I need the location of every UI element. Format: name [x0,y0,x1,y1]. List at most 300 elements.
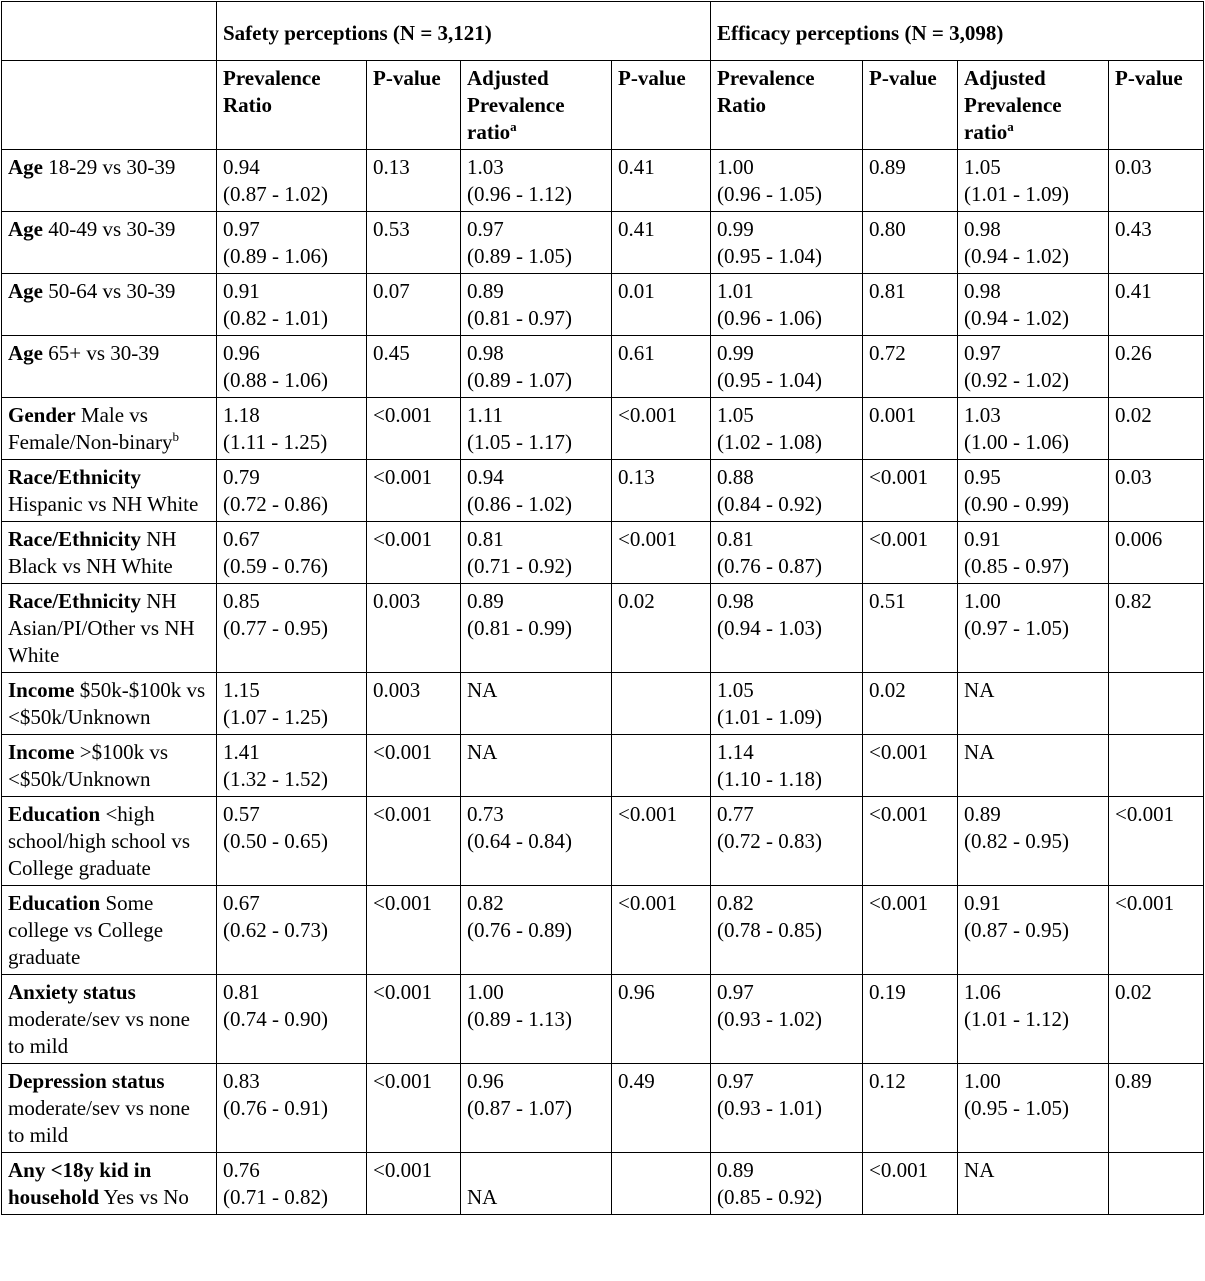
efficacy-pr-cell [711,584,863,673]
safety-pvalue-cell-value: <0.001 [373,527,433,551]
safety-apr-cell-value: 0.89 (0.81 - 0.97) [467,279,572,330]
safety-pvalue-header: P-value [367,61,461,150]
safety-apr-cell [461,522,612,584]
efficacy-apr-cell-value: NA [964,1158,995,1182]
safety-adj-pvalue-cell [612,460,711,522]
safety-apr-cell [461,150,612,212]
table-row [2,886,1204,975]
safety-apr-cell [461,212,612,274]
efficacy-pr-cell-value: 1.01 (0.96 - 1.06) [717,279,823,330]
efficacy-adj-pvalue-header: P-value [1109,61,1204,150]
efficacy-apr-cell [958,1064,1109,1153]
efficacy-apr-cell [958,522,1109,584]
safety-pr-cell [217,1064,367,1153]
safety-pr-cell-value: 1.41 (1.32 - 1.52) [223,740,328,791]
safety-adj-pvalue-cell-value: 0.96 [618,980,655,1004]
efficacy-pvalue-cell [863,150,958,212]
safety-adj-pvalue-cell [612,150,711,212]
efficacy-adj-pvalue-cell [1109,150,1204,212]
efficacy-pvalue-cell [863,336,958,398]
efficacy-pvalue-cell [863,735,958,797]
table-row [2,1153,1204,1215]
safety-adj-pvalue-cell-value: 0.41 [618,155,655,179]
safety-pvalue-cell-value: 0.003 [373,678,421,702]
safety-apr-cell-value: 1.11 (1.05 - 1.17) [467,403,572,454]
safety-pvalue-cell-value: 0.07 [373,279,410,303]
efficacy-adj-pvalue-cell [1109,1153,1204,1215]
safety-pr-cell [217,150,367,212]
efficacy-apr-cell-value: NA [964,740,995,764]
efficacy-adj-pvalue-cell-value: 0.89 [1115,1069,1152,1093]
safety-apr-cell [461,797,612,886]
efficacy-pvalue-cell-value: 0.81 [869,279,906,303]
table-row [2,673,1204,735]
efficacy-adj-pvalue-cell-value: <0.001 [1115,891,1175,915]
row-label-comparison: 65+ vs 30-39 [43,341,160,365]
safety-apr-cell-value: 0.73 (0.64 - 0.84) [467,802,572,853]
safety-apr-cell-value: NA [467,678,498,702]
safety-apr-cell [461,460,612,522]
efficacy-pvalue-cell-value: 0.51 [869,589,906,613]
efficacy-pvalue-cell [863,212,958,274]
table-row [2,150,1204,212]
row-label-comparison: 50-64 vs 30-39 [43,279,176,303]
efficacy-pr-cell-value: 0.98 (0.94 - 1.03) [717,589,823,640]
safety-pr-cell-value: 0.97 (0.89 - 1.06) [223,217,328,268]
efficacy-pvalue-cell-value: 0.72 [869,341,906,365]
safety-pr-cell [217,584,367,673]
efficacy-apr-cell [958,274,1109,336]
safety-adj-pvalue-cell [612,212,711,274]
row-label-variable: Income [8,740,75,764]
efficacy-apr-cell-value: NA [964,678,995,702]
safety-adj-pvalue-cell [612,584,711,673]
row-label-comparison: <high school/high school vs College graduate [8,802,190,880]
efficacy-pr-cell-value: 0.97 (0.93 - 1.01) [717,1069,823,1120]
safety-adj-pvalue-cell [612,1064,711,1153]
efficacy-adj-pvalue-cell-value: <0.001 [1115,802,1175,826]
safety-apr-cell-value: 1.00 (0.89 - 1.13) [467,980,572,1031]
efficacy-pr-cell-value: 0.97 (0.93 - 1.02) [717,980,823,1031]
safety-pr-cell-value: 0.83 (0.76 - 0.91) [223,1069,328,1120]
efficacy-pvalue-header: P-value [863,61,958,150]
efficacy-apr-cell-value: 1.05 (1.01 - 1.09) [964,155,1070,206]
safety-pr-cell [217,212,367,274]
safety-pvalue-cell [367,735,461,797]
efficacy-adj-pvalue-cell-value: 0.82 [1115,589,1152,613]
efficacy-apr-cell [958,336,1109,398]
row-label-header [2,61,217,150]
table-row [2,797,1204,886]
safety-pr-cell [217,1153,367,1215]
safety-adj-pvalue-cell-value: <0.001 [618,527,678,551]
row-label [2,460,217,522]
row-label-comparison: Some college vs College graduate [8,891,164,969]
efficacy-apr-cell [958,673,1109,735]
efficacy-pvalue-cell-value: <0.001 [869,527,929,551]
efficacy-adj-pvalue-cell [1109,522,1204,584]
safety-pr-cell [217,673,367,735]
efficacy-pr-cell [711,522,863,584]
table-body [2,150,1204,1215]
apr-footnote-marker: a [1007,119,1014,134]
efficacy-pvalue-cell-value: 0.02 [869,678,906,702]
safety-pvalue-cell-value: <0.001 [373,980,433,1004]
row-label [2,212,217,274]
safety-pvalue-cell-value: 0.003 [373,589,421,613]
safety-pvalue-cell [367,336,461,398]
efficacy-pr-header: Prevalence Ratio [711,61,863,150]
safety-adj-pvalue-header: P-value [612,61,711,150]
efficacy-adj-pvalue-cell [1109,886,1204,975]
efficacy-pvalue-cell [863,398,958,460]
safety-pr-cell [217,886,367,975]
safety-apr-cell-value: 0.82 (0.76 - 0.89) [467,891,572,942]
efficacy-apr-cell-value: 0.98 (0.94 - 1.02) [964,279,1070,330]
row-label-comparison: NH Black vs NH White [8,527,177,578]
efficacy-apr-cell [958,886,1109,975]
row-label-variable: Race/Ethnicity [8,527,141,551]
efficacy-apr-cell-value: 0.95 (0.90 - 0.99) [964,465,1070,516]
efficacy-apr-header [958,61,1109,150]
efficacy-apr-cell-value: 0.97 (0.92 - 1.02) [964,341,1070,392]
safety-pr-cell [217,460,367,522]
efficacy-pvalue-cell-value: <0.001 [869,802,929,826]
safety-apr-cell [461,673,612,735]
row-label-variable: Any <18y kid in household [8,1158,152,1209]
efficacy-pr-cell [711,797,863,886]
safety-pvalue-cell [367,150,461,212]
efficacy-pr-cell [711,735,863,797]
safety-pvalue-cell [367,522,461,584]
safety-adj-pvalue-cell [612,735,711,797]
safety-adj-pvalue-cell-value: <0.001 [618,802,678,826]
safety-pr-cell-value: 0.67 (0.62 - 0.73) [223,891,328,942]
safety-pr-cell-value: 0.85 (0.77 - 0.95) [223,589,328,640]
efficacy-apr-cell [958,150,1109,212]
safety-pvalue-cell [367,1153,461,1215]
efficacy-pvalue-cell-value: 0.001 [869,403,917,427]
table-row [2,274,1204,336]
efficacy-adj-pvalue-cell-value: 0.41 [1115,279,1152,303]
safety-pr-cell [217,735,367,797]
safety-pvalue-cell-value: <0.001 [373,891,433,915]
efficacy-adj-pvalue-cell [1109,398,1204,460]
safety-pvalue-cell-value: <0.001 [373,740,433,764]
safety-pvalue-cell [367,584,461,673]
efficacy-apr-cell [958,460,1109,522]
efficacy-apr-cell-value: 1.00 (0.97 - 1.05) [964,589,1070,640]
efficacy-adj-pvalue-cell [1109,735,1204,797]
safety-pvalue-cell [367,1064,461,1153]
row-label [2,886,217,975]
table-row [2,398,1204,460]
efficacy-pr-cell-value: 1.05 (1.01 - 1.09) [717,678,823,729]
efficacy-pvalue-cell-value: 0.19 [869,980,906,1004]
efficacy-pvalue-cell-value: <0.001 [869,465,929,489]
safety-apr-cell-value: 0.94 (0.86 - 1.02) [467,465,572,516]
row-label-comparison: moderate/sev vs none to mild [8,1096,190,1147]
efficacy-adj-pvalue-cell-value: 0.03 [1115,465,1152,489]
efficacy-group-header: Efficacy perceptions (N = 3,098) [711,2,1204,61]
efficacy-pvalue-cell-value: <0.001 [869,740,929,764]
table-row [2,336,1204,398]
efficacy-pr-cell-value: 0.89 (0.85 - 0.92) [717,1158,823,1209]
efficacy-adj-pvalue-cell [1109,274,1204,336]
row-label-comparison: moderate/sev vs none to mild [8,1007,190,1058]
safety-pr-cell-value: 0.94 (0.87 - 1.02) [223,155,328,206]
safety-adj-pvalue-cell [612,336,711,398]
row-label-variable: Income [8,678,75,702]
safety-adj-pvalue-cell-value: 0.41 [618,217,655,241]
safety-pvalue-cell [367,886,461,975]
table-row [2,1064,1204,1153]
safety-pr-cell [217,398,367,460]
safety-apr-cell-value: NA [467,740,498,764]
efficacy-adj-pvalue-cell-value: 0.006 [1115,527,1163,551]
efficacy-pr-cell [711,1064,863,1153]
corner-cell [2,2,217,61]
row-label-comparison: Yes vs No [99,1185,189,1209]
safety-pvalue-cell-value: <0.001 [373,1158,433,1182]
safety-pvalue-cell [367,460,461,522]
safety-pr-cell-value: 1.18 (1.11 - 1.25) [223,403,328,454]
safety-adj-pvalue-cell [612,274,711,336]
safety-apr-cell-value: NA [467,1185,498,1209]
efficacy-pr-cell-value: 0.99 (0.95 - 1.04) [717,341,823,392]
efficacy-pr-cell [711,460,863,522]
efficacy-pvalue-cell [863,460,958,522]
row-label [2,522,217,584]
table-row [2,975,1204,1064]
row-label-variable: Age [8,341,43,365]
safety-pvalue-cell-value: <0.001 [373,403,433,427]
efficacy-pr-cell-value: 0.88 (0.84 - 0.92) [717,465,823,516]
row-label-variable: Gender [8,403,76,427]
efficacy-adj-pvalue-cell [1109,460,1204,522]
efficacy-apr-cell-value: 1.03 (1.00 - 1.06) [964,403,1070,454]
safety-adj-pvalue-cell [612,1153,711,1215]
row-label-comparison: 40-49 vs 30-39 [43,217,176,241]
efficacy-pr-cell [711,336,863,398]
row-label-comparison: Male vs Female/Non-binary [8,403,173,454]
efficacy-apr-cell [958,584,1109,673]
safety-apr-cell-value: 0.96 (0.87 - 1.07) [467,1069,572,1120]
safety-pvalue-cell [367,398,461,460]
safety-apr-cell [461,735,612,797]
table-row [2,460,1204,522]
efficacy-pr-cell [711,212,863,274]
safety-pvalue-cell [367,975,461,1064]
safety-pvalue-cell [367,212,461,274]
efficacy-apr-cell [958,212,1109,274]
safety-apr-cell-value: 1.03 (0.96 - 1.12) [467,155,572,206]
row-label-variable: Age [8,155,43,179]
safety-pr-cell-value: 0.67 (0.59 - 0.76) [223,527,328,578]
group-header-row [2,2,1204,61]
efficacy-pvalue-cell-value: 0.12 [869,1069,906,1093]
efficacy-pr-cell-value: 1.14 (1.10 - 1.18) [717,740,823,791]
safety-apr-cell [461,398,612,460]
efficacy-apr-cell [958,1153,1109,1215]
efficacy-apr-cell-value: 0.98 (0.94 - 1.02) [964,217,1070,268]
safety-pvalue-cell-value: <0.001 [373,465,433,489]
efficacy-pvalue-cell-value: <0.001 [869,891,929,915]
row-label-variable: Race/Ethnicity [8,589,141,613]
safety-pr-cell-value: 0.96 (0.88 - 1.06) [223,341,328,392]
safety-pr-cell-value: 0.81 (0.74 - 0.90) [223,980,328,1031]
safety-adj-pvalue-cell [612,522,711,584]
efficacy-pr-cell [711,150,863,212]
results-table [1,1,1204,1215]
safety-pr-cell-value: 0.91 (0.82 - 1.01) [223,279,328,330]
efficacy-pr-cell [711,673,863,735]
safety-apr-cell [461,1153,612,1215]
efficacy-apr-cell [958,398,1109,460]
row-footnote-marker: b [172,429,179,444]
safety-pr-cell [217,274,367,336]
row-label [2,1064,217,1153]
efficacy-apr-cell-value: 0.91 (0.85 - 0.97) [964,527,1070,578]
safety-apr-cell [461,1064,612,1153]
safety-adj-pvalue-cell [612,673,711,735]
table-row [2,522,1204,584]
efficacy-adj-pvalue-cell [1109,797,1204,886]
safety-apr-header [461,61,612,150]
safety-adj-pvalue-cell [612,398,711,460]
row-label [2,1153,217,1215]
efficacy-apr-cell-value: 1.00 (0.95 - 1.05) [964,1069,1070,1120]
efficacy-pvalue-cell [863,797,958,886]
row-label-variable: Education [8,802,101,826]
safety-adj-pvalue-cell [612,886,711,975]
efficacy-pr-cell [711,1153,863,1215]
safety-adj-pvalue-cell-value: 0.49 [618,1069,655,1093]
safety-pvalue-cell-value: <0.001 [373,1069,433,1093]
efficacy-adj-pvalue-cell [1109,336,1204,398]
efficacy-apr-cell [958,797,1109,886]
row-label-comparison: NH Asian/PI/Other vs NH White [8,589,195,667]
safety-pvalue-cell-value: 0.45 [373,341,410,365]
row-label [2,336,217,398]
efficacy-pvalue-cell [863,886,958,975]
safety-apr-cell-value: 0.98 (0.89 - 1.07) [467,341,572,392]
safety-apr-cell-value: 0.81 (0.71 - 0.92) [467,527,572,578]
efficacy-pvalue-cell [863,522,958,584]
efficacy-pvalue-cell-value: 0.89 [869,155,906,179]
safety-group-header: Safety perceptions (N = 3,121) [217,2,711,61]
efficacy-pvalue-cell [863,584,958,673]
row-label-variable: Education [8,891,101,915]
safety-adj-pvalue-cell [612,975,711,1064]
efficacy-pr-cell [711,975,863,1064]
safety-apr-cell [461,975,612,1064]
efficacy-adj-pvalue-cell-value: 0.43 [1115,217,1152,241]
row-label-variable: Depression status [8,1069,165,1093]
safety-adj-pvalue-cell-value: <0.001 [618,891,678,915]
row-label [2,797,217,886]
table-row [2,584,1204,673]
efficacy-adj-pvalue-cell-value: 0.02 [1115,980,1152,1004]
row-label-comparison: 18-29 vs 30-39 [43,155,176,179]
safety-pr-header: Prevalence Ratio [217,61,367,150]
safety-pr-cell [217,975,367,1064]
efficacy-apr-cell [958,975,1109,1064]
safety-pvalue-cell [367,673,461,735]
apr-header-text: Adjusted Prevalence ratio [964,66,1062,144]
row-label-variable: Race/Ethnicity [8,465,141,489]
efficacy-apr-cell-value: 1.06 (1.01 - 1.12) [964,980,1070,1031]
efficacy-adj-pvalue-cell [1109,673,1204,735]
efficacy-apr-cell-value: 0.91 (0.87 - 0.95) [964,891,1070,942]
efficacy-pvalue-cell [863,274,958,336]
efficacy-pr-cell [711,274,863,336]
efficacy-pr-cell-value: 1.00 (0.96 - 1.05) [717,155,823,206]
safety-adj-pvalue-cell-value: 0.02 [618,589,655,613]
row-label-comparison: >$100k vs <$50k/Unknown [8,740,169,791]
safety-pr-cell [217,336,367,398]
row-label-comparison: Hispanic vs NH White [8,492,199,516]
safety-apr-cell [461,336,612,398]
safety-pr-cell-value: 0.76 (0.71 - 0.82) [223,1158,328,1209]
safety-apr-cell-value: 0.97 (0.89 - 1.05) [467,217,572,268]
safety-adj-pvalue-cell-value: 0.13 [618,465,655,489]
efficacy-adj-pvalue-cell-value: 0.26 [1115,341,1152,365]
column-header-row [2,61,1204,150]
safety-apr-cell [461,584,612,673]
efficacy-pvalue-cell [863,1153,958,1215]
safety-adj-pvalue-cell [612,797,711,886]
row-label-variable: Age [8,217,43,241]
safety-pr-cell-value: 0.79 (0.72 - 0.86) [223,465,328,516]
apr-footnote-marker: a [510,119,517,134]
row-label [2,735,217,797]
efficacy-pr-cell-value: 0.99 (0.95 - 1.04) [717,217,823,268]
efficacy-adj-pvalue-cell [1109,1064,1204,1153]
efficacy-pvalue-cell-value: 0.80 [869,217,906,241]
efficacy-apr-cell [958,735,1109,797]
safety-pr-cell [217,522,367,584]
row-label [2,274,217,336]
apr-header-text: Adjusted Prevalence ratio [467,66,565,144]
efficacy-adj-pvalue-cell-value: 0.03 [1115,155,1152,179]
safety-apr-cell-value: 0.89 (0.81 - 0.99) [467,589,572,640]
efficacy-pr-cell-value: 1.05 (1.02 - 1.08) [717,403,823,454]
efficacy-pvalue-cell [863,975,958,1064]
efficacy-pvalue-cell [863,1064,958,1153]
efficacy-pr-cell-value: 0.77 (0.72 - 0.83) [717,802,823,853]
efficacy-pr-cell [711,886,863,975]
efficacy-apr-cell-value: 0.89 (0.82 - 0.95) [964,802,1070,853]
row-label [2,673,217,735]
row-label [2,584,217,673]
safety-apr-cell [461,274,612,336]
safety-pvalue-cell [367,797,461,886]
row-label-variable: Age [8,279,43,303]
row-label [2,398,217,460]
row-label-variable: Anxiety status [8,980,136,1004]
safety-adj-pvalue-cell-value: 0.61 [618,341,655,365]
efficacy-pr-cell-value: 0.81 (0.76 - 0.87) [717,527,823,578]
efficacy-pvalue-cell-value: <0.001 [869,1158,929,1182]
safety-pvalue-cell-value: 0.53 [373,217,410,241]
efficacy-pvalue-cell [863,673,958,735]
row-label [2,150,217,212]
safety-adj-pvalue-cell-value: 0.01 [618,279,655,303]
safety-pr-cell-value: 1.15 (1.07 - 1.25) [223,678,328,729]
safety-pr-cell [217,797,367,886]
efficacy-adj-pvalue-cell [1109,975,1204,1064]
